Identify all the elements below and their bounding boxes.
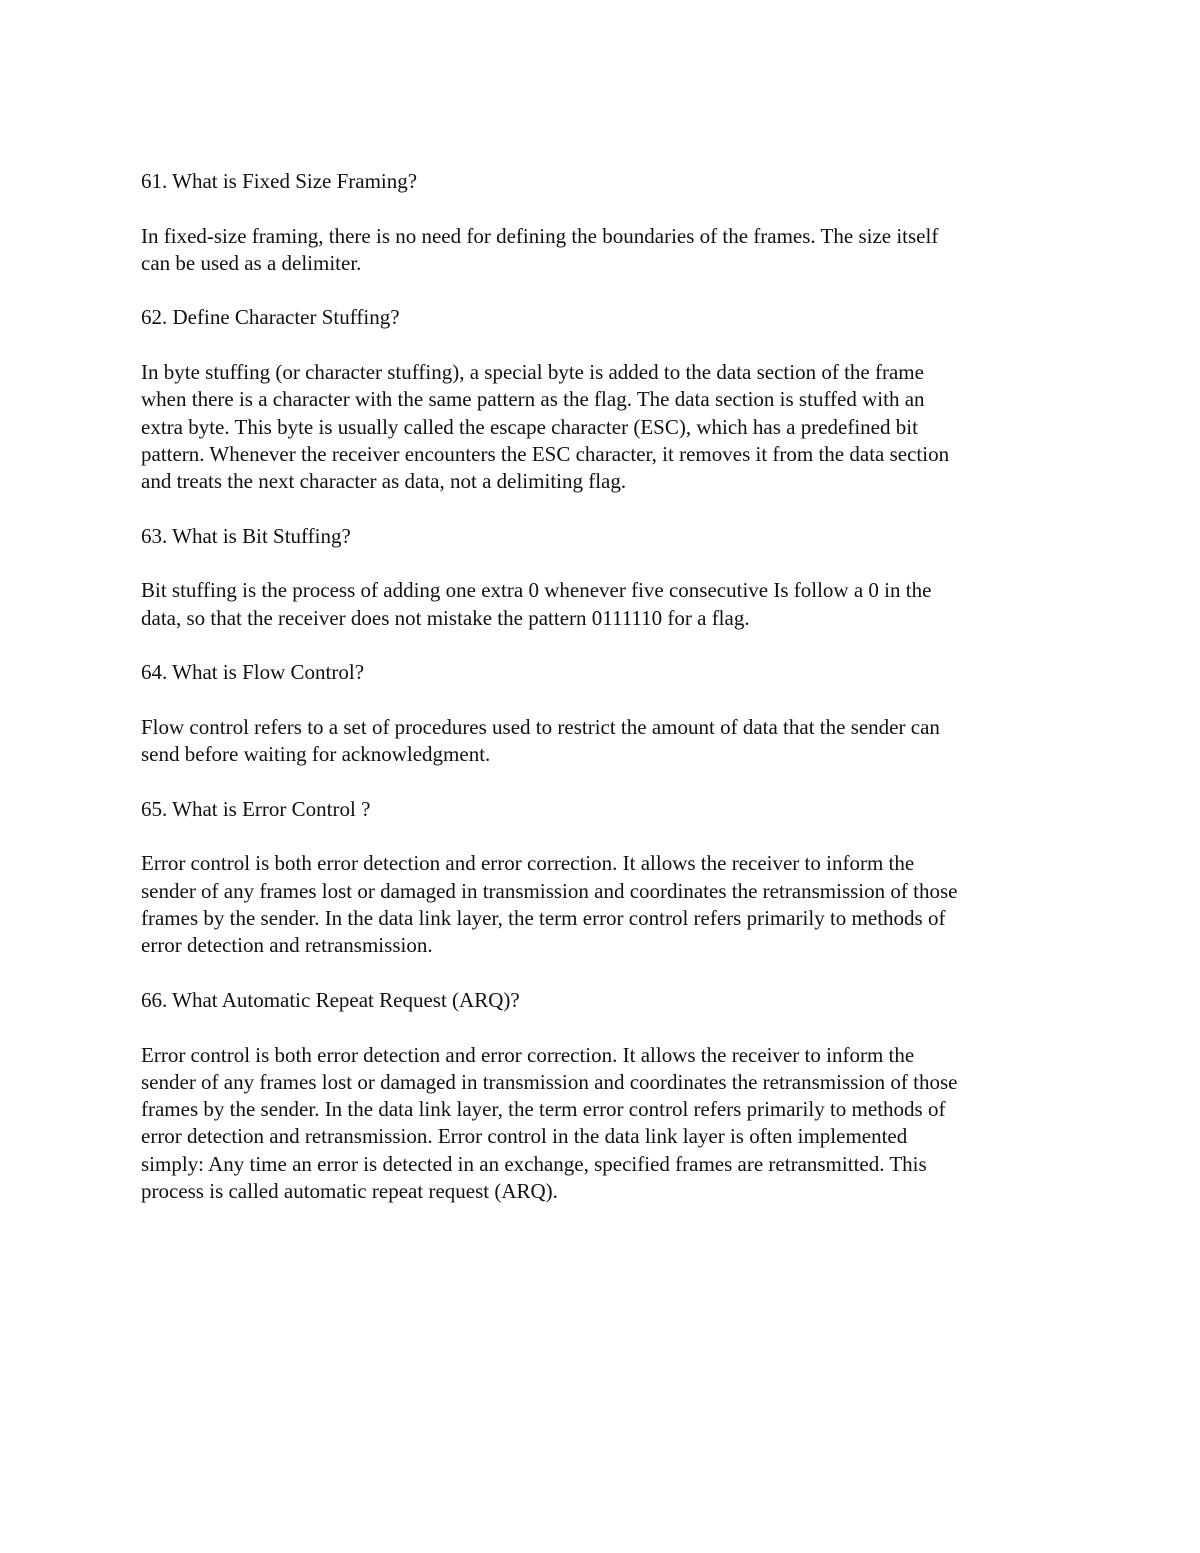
answer-line: error detection and retransmission.: [141, 933, 433, 958]
answer-line: send before waiting for acknowledgment.: [141, 742, 491, 767]
answer-line: In fixed-size framing, there is no need for defining the boundaries of the frames. The size itself: [141, 223, 939, 248]
answer-line: process is called automatic repeat request (ARQ).: [141, 1178, 558, 1203]
answer-61: [141, 223, 1071, 278]
question-66: 66. What Automatic Repeat Request (ARQ)?: [141, 987, 520, 1012]
answer-line: when there is a character with the same pattern as the flag. The data section is stuffed with an: [141, 387, 925, 412]
answer-63: [141, 577, 1071, 632]
question-62: 62. Define Character Stuffing?: [141, 305, 400, 330]
answer-64: [141, 714, 1071, 769]
answer-line: frames by the sender. In the data link layer, the term error control refers primarily to methods of: [141, 1097, 946, 1122]
answer-line: sender of any frames lost or damaged in transmission and coordinates the retransmission of those: [141, 1069, 958, 1094]
answer-66: [141, 1042, 1071, 1206]
answer-line: frames by the sender. In the data link layer, the term error control refers primarily to methods of: [141, 906, 946, 931]
answer-line: sender of any frames lost or damaged in transmission and coordinates the retransmission of those: [141, 878, 958, 903]
answer-65: [141, 850, 1071, 959]
answer-line: In byte stuffing (or character stuffing), a special byte is added to the data section of the frame: [141, 360, 924, 385]
answer-line: simply: Any time an error is detected in an exchange, specified frames are retransmitted. This: [141, 1151, 927, 1176]
question-63: 63. What is Bit Stuffing?: [141, 523, 351, 548]
answer-line: extra byte. This byte is usually called the escape character (ESC), which has a predefined bit: [141, 414, 918, 439]
answer-line: Error control is both error detection and error correction. It allows the receiver to inform the: [141, 851, 915, 876]
question-64: 64. What is Flow Control?: [141, 660, 365, 685]
document-page: [141, 168, 1071, 1233]
answer-line: Bit stuffing is the process of adding one extra 0 whenever five consecutive Is follow a 0 in the: [141, 578, 932, 603]
answer-line: pattern. Whenever the receiver encounters the ESC character, it removes it from the data section: [141, 441, 950, 466]
question-61: 61. What is Fixed Size Framing?: [141, 169, 418, 193]
answer-line: data, so that the receiver does not mistake the pattern 0111110 for a flag.: [141, 605, 750, 630]
answer-line: can be used as a delimiter.: [141, 250, 362, 275]
answer-62: [141, 359, 1071, 495]
answer-line: Error control is both error detection and error correction. It allows the receiver to inform the: [141, 1042, 915, 1067]
answer-line: Flow control refers to a set of procedures used to restrict the amount of data that the sender can: [141, 714, 940, 739]
answer-line: error detection and retransmission. Error control in the data link layer is often implemented: [141, 1124, 908, 1149]
question-65: 65. What is Error Control ?: [141, 796, 371, 821]
answer-line: and treats the next character as data, not a delimiting flag.: [141, 469, 627, 494]
